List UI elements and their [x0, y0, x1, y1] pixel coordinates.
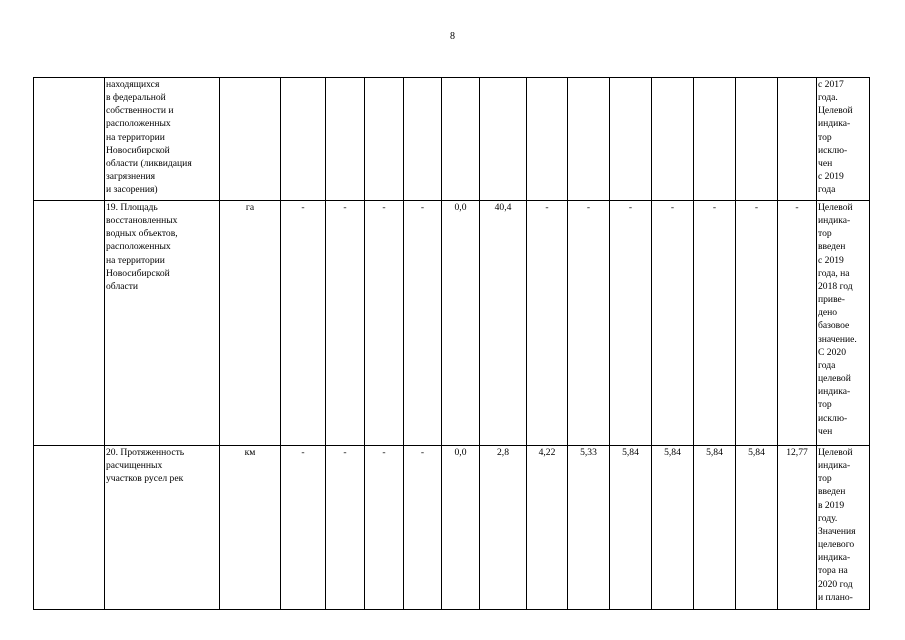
indicator-name-cell: 20. Протяженность расчищенных участков русел рек	[105, 446, 220, 610]
value-cell	[694, 78, 736, 201]
value-cell	[365, 78, 404, 201]
table-row	[34, 78, 870, 201]
note-cell: Целевой индика- тор введен с 2019 года, на 2018 год приве- дено базовое значение. С 2020 года целевой индика- тор исклю- чен	[817, 201, 870, 446]
value-cell: 0,0	[442, 446, 480, 610]
note-cell: Целевой индика- тор введен в 2019 году. Значения целевого индика- тора на 2020 год и плано-	[817, 446, 870, 610]
value-cell: -	[736, 201, 778, 446]
value-cell: 5,33	[568, 446, 610, 610]
value-cell: -	[527, 201, 568, 446]
indicator-name-cell: находящихся в федеральной собственности и расположенных на территории Новосибирской области (ликвидация загрязнения и засорения)	[105, 78, 220, 201]
value-cell: -	[365, 201, 404, 446]
row-number-cell	[34, 78, 105, 201]
value-cell	[480, 78, 527, 201]
value-cell	[404, 78, 442, 201]
value-cell	[281, 78, 326, 201]
table-row	[34, 201, 870, 446]
value-cell	[610, 78, 652, 201]
indicators-table	[33, 77, 870, 610]
row-number-cell	[34, 446, 105, 610]
value-cell: 5,84	[610, 446, 652, 610]
value-cell: -	[404, 201, 442, 446]
value-cell: -	[778, 201, 817, 446]
note-cell: с 2017 года. Целевой индика- тор исклю- чен с 2019 года	[817, 78, 870, 201]
unit-cell: км	[220, 446, 281, 610]
value-cell: 40,4	[480, 201, 527, 446]
value-cell: -	[281, 446, 326, 610]
value-cell	[778, 78, 817, 201]
value-cell: 4,22	[527, 446, 568, 610]
value-cell	[736, 78, 778, 201]
unit-cell	[220, 78, 281, 201]
row-number-cell	[34, 201, 105, 446]
unit-cell: га	[220, 201, 281, 446]
page-number: 8	[450, 31, 455, 42]
value-cell: -	[404, 446, 442, 610]
table-row	[34, 446, 870, 610]
value-cell: -	[326, 446, 365, 610]
value-cell	[652, 78, 694, 201]
value-cell: 2,8	[480, 446, 527, 610]
value-cell: -	[652, 201, 694, 446]
value-cell: 0,0	[442, 201, 480, 446]
value-cell: -	[610, 201, 652, 446]
value-cell	[326, 78, 365, 201]
value-cell: -	[568, 201, 610, 446]
indicator-name-cell: 19. Площадь восстановленных водных объектов, расположенных на территории Новосибирской области	[105, 201, 220, 446]
value-cell: 12,77	[778, 446, 817, 610]
value-cell: 5,84	[694, 446, 736, 610]
value-cell	[527, 78, 568, 201]
value-cell: -	[694, 201, 736, 446]
value-cell: -	[365, 446, 404, 610]
value-cell: 5,84	[652, 446, 694, 610]
value-cell	[568, 78, 610, 201]
value-cell: -	[326, 201, 365, 446]
value-cell: -	[281, 201, 326, 446]
value-cell: 5,84	[736, 446, 778, 610]
value-cell	[442, 78, 480, 201]
